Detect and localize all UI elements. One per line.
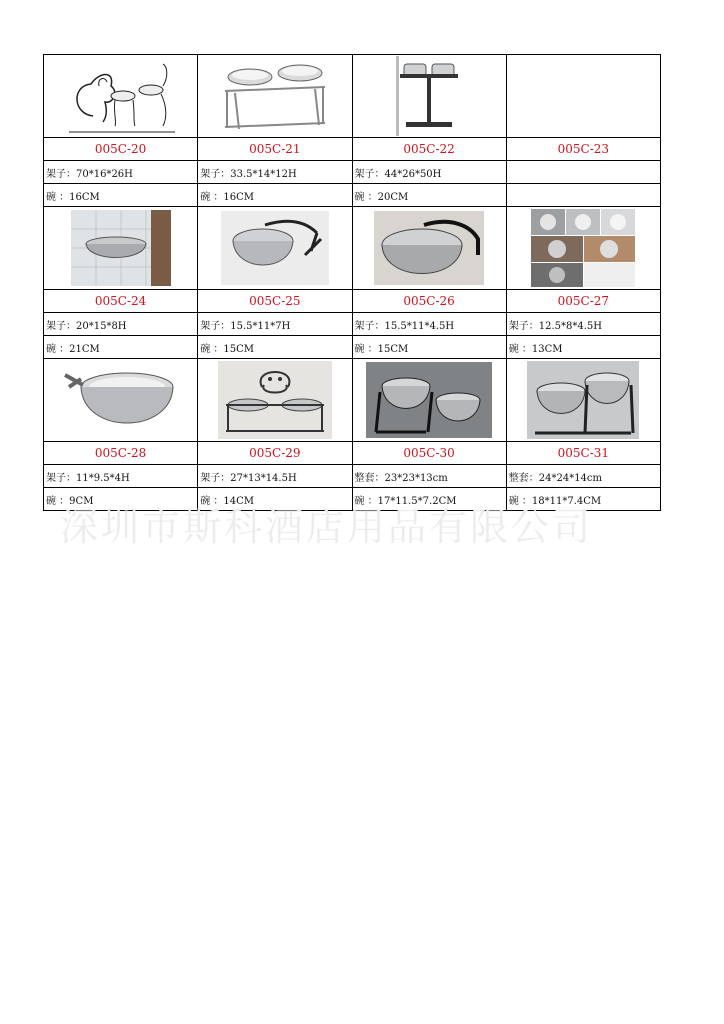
frame-size: 架子：12.5*8*4.5H	[506, 313, 660, 336]
frame-size: 架子：27*13*14.5H	[198, 465, 352, 488]
frame-size: 架子：70*16*26H	[44, 161, 198, 184]
product-image-cell-empty	[506, 55, 660, 138]
frame-size: 架子：44*26*50H	[352, 161, 506, 184]
product-image-cell	[44, 55, 198, 138]
wall-bowl-image	[71, 210, 171, 286]
product-image-cell	[44, 359, 198, 442]
bowl-size: 碗 ：9CM	[44, 488, 198, 511]
company-watermark: 深圳市斯科酒店用品有限公司	[60, 505, 594, 549]
image-row	[44, 359, 661, 442]
bowl-size: 碗 ：14CM	[198, 488, 352, 511]
frame-size-row	[44, 161, 661, 184]
code-row	[44, 290, 661, 313]
product-image-cell	[44, 207, 198, 290]
bowl-size: 碗 ：15CM	[352, 336, 506, 359]
bowl-size: 碗 ：17*11.5*7.2CM	[352, 488, 506, 511]
bowl-size	[506, 184, 660, 207]
frame-size: 架子：15.5*11*7H	[198, 313, 352, 336]
bowl-size: 碗 ：18*11*7.4CM	[506, 488, 660, 511]
product-code: 005C-22	[352, 138, 506, 161]
frame-size: 整套：24*24*14cm	[506, 465, 660, 488]
hanger-bowl-image	[221, 211, 329, 285]
product-code: 005C-23	[506, 138, 660, 161]
product-code: 005C-20	[44, 138, 198, 161]
product-image-cell	[506, 207, 660, 290]
bowl-size: 碗 ：15CM	[198, 336, 352, 359]
code-row	[44, 138, 661, 161]
product-code: 005C-25	[198, 290, 352, 313]
product-code: 005C-21	[198, 138, 352, 161]
product-image-cell	[352, 207, 506, 290]
frame-size: 架子：11*9.5*4H	[44, 465, 198, 488]
double-stand-image	[215, 57, 335, 135]
bowl-size-row	[44, 336, 661, 359]
frame-size: 架子：20*15*8H	[44, 313, 198, 336]
bowl-size: 碗 ：16CM	[198, 184, 352, 207]
product-image-cell	[198, 359, 352, 442]
bowl-size: 碗 ：13CM	[506, 336, 660, 359]
tall-stand-image	[394, 56, 464, 136]
bowl-size: 碗 ：21CM	[44, 336, 198, 359]
product-code: 005C-26	[352, 290, 506, 313]
product-code: 005C-27	[506, 290, 660, 313]
product-code: 005C-29	[198, 442, 352, 465]
product-image-cell	[198, 207, 352, 290]
frame-size: 架子：15.5*11*4.5H	[352, 313, 506, 336]
product-code: 005C-28	[44, 442, 198, 465]
bowl-size-row	[44, 184, 661, 207]
product-code: 005C-30	[352, 442, 506, 465]
product-image-cell	[506, 359, 660, 442]
hanger-bowl-close-image	[374, 211, 484, 285]
coop-cup-image	[61, 361, 181, 439]
frame-size-row	[44, 313, 661, 336]
product-code: 005C-24	[44, 290, 198, 313]
frame-size: 架子：33.5*14*12H	[198, 161, 352, 184]
frame-size	[506, 161, 660, 184]
product-image-cell	[352, 55, 506, 138]
bowl-size: 碗 ：16CM	[44, 184, 198, 207]
image-row	[44, 207, 661, 290]
double-bowls-dark-image	[366, 362, 492, 438]
product-image-cell	[352, 359, 506, 442]
code-row	[44, 442, 661, 465]
dog-stand-image	[63, 56, 179, 136]
double-bowls-stand-image	[527, 361, 639, 439]
frame-size: 整套：23*23*13cm	[352, 465, 506, 488]
frame-size-row	[44, 465, 661, 488]
product-sheet	[43, 54, 661, 511]
image-row	[44, 55, 661, 138]
bowl-size: 碗 ：20CM	[352, 184, 506, 207]
product-image-cell	[198, 55, 352, 138]
collage-image	[531, 209, 635, 287]
product-code: 005C-31	[506, 442, 660, 465]
dog-diner-image	[218, 361, 332, 439]
